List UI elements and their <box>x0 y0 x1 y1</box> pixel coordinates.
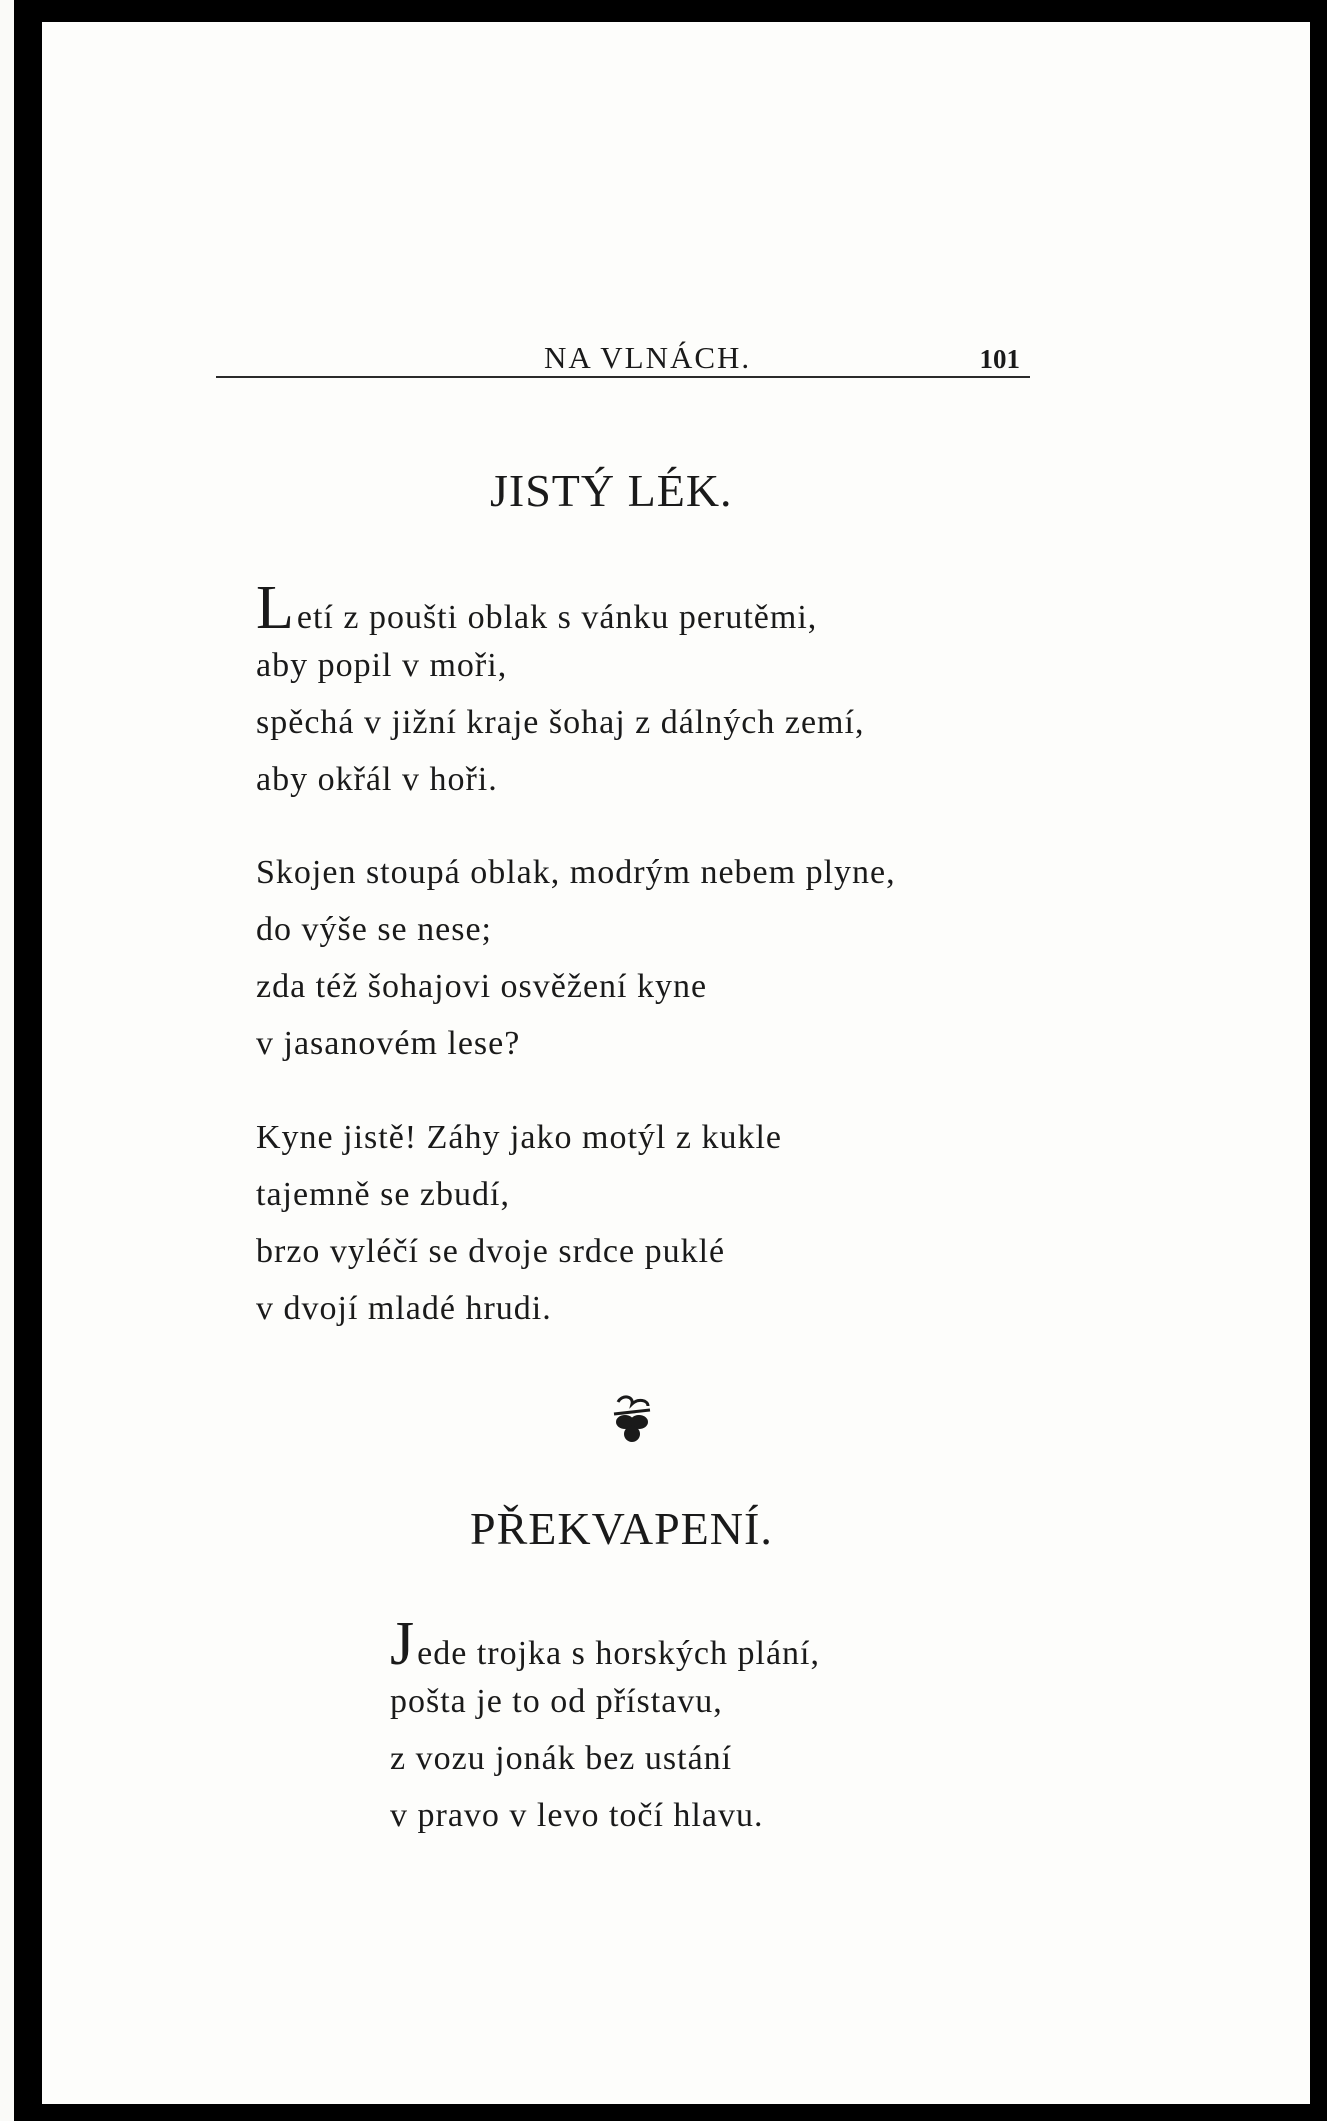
verse-line: brzo vyléčí se dvoje srdce puklé <box>256 1233 726 1270</box>
book-page <box>42 22 1310 2104</box>
verse-line: do výše se nese; <box>256 911 493 948</box>
verse-line: zda též šohajovi osvěžení kyne <box>256 968 708 1005</box>
verse-line <box>256 574 864 642</box>
verse-text: ede trojka s horských plání, <box>417 1635 820 1672</box>
drop-initial: J <box>390 1610 416 1678</box>
stanza-1 <box>256 574 865 808</box>
verse-line: v dvojí mladé hrudi. <box>256 1290 552 1327</box>
verse-line: Kyne jistě! Záhy jako motýl z kukle <box>256 1119 782 1156</box>
verse-line: tajemně se zbudí, <box>256 1176 510 1213</box>
drop-initial: L <box>256 574 295 642</box>
page-number: 101 <box>979 344 1020 374</box>
stanza-3 <box>256 1109 782 1337</box>
verse-line: v pravo v levo točí hlavu. <box>390 1797 764 1834</box>
verse-text: etí z poušti oblak s vánku perutěmi, <box>296 599 818 636</box>
header-rule <box>216 376 1030 378</box>
verse-line: spěchá v jižní kraje šohaj z dálných zemí, <box>256 704 865 741</box>
verse-line: Skojen stoupá oblak, modrým nebem plyne, <box>256 854 896 891</box>
verse-line: aby okřál v hoři. <box>256 761 498 798</box>
running-title: NA VLNÁCH. <box>544 340 752 375</box>
verse-line: aby popil v moři, <box>256 647 508 684</box>
poem-title-prekvapeni: PŘEKVAPENÍ. <box>470 1503 773 1554</box>
leaf-cluster-icon <box>608 1392 656 1444</box>
verse-line: v jasanovém lese? <box>256 1025 521 1062</box>
running-header <box>216 316 1030 378</box>
stanza-4 <box>390 1610 820 1844</box>
verse-line <box>390 1610 820 1678</box>
poem-title-jisty-lek: JISTÝ LÉK. <box>490 465 733 516</box>
stanza-2 <box>256 844 896 1072</box>
verse-line: z vozu jonák bez ustání <box>390 1740 733 1777</box>
previous-page-edge <box>0 0 14 2121</box>
verse-line: pošta je to od přístavu, <box>390 1683 723 1720</box>
